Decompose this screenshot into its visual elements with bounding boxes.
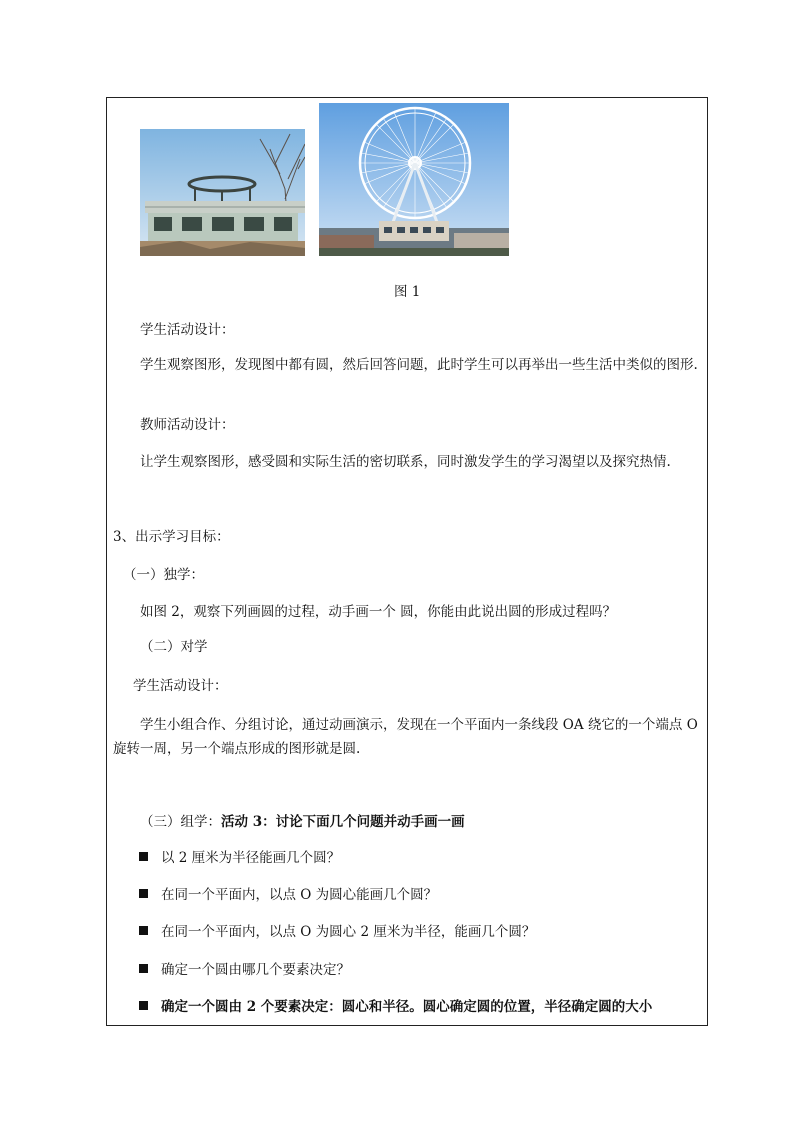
student-activity-text: 学生观察图形，发现图中都有圆，然后回答问题，此时学生可以再举出一些生活中类似的图形. [140,357,698,373]
bullet-icon [139,1001,148,1010]
student-activity-heading: 学生活动设计： [140,322,235,338]
teacher-activity-heading: 教师活动设计： [140,417,235,433]
teacher-activity-text: 让学生观察图形，感受圆和实际生活的密切联系，同时激发学生的学习渴望以及探究热情. [140,454,671,470]
list-item: 确定一个圆由 2 个要素决定：圆心和半径。圆心确定圆的位置，半径确定圆的大小 [139,997,652,1017]
building-with-ring-photo [140,129,305,256]
list-item: 在同一个平面内，以点 O 为圆心 2 厘米为半径，能画几个圆？ [139,922,535,942]
ferris-wheel-photo [319,103,509,256]
bullet-icon [139,964,148,973]
zuxue-prefix: （三）组学： [140,814,221,830]
zuxue-line [140,812,465,832]
duxue-text: 如图 2，观察下列画圆的过程，动手画一个 圆，你能由此说出圆的形成过程吗？ [140,604,617,620]
student-activity-heading-2: 学生活动设计： [133,678,228,694]
figure-caption: 图 1 [394,284,421,300]
zuxue-activity: 活动 3：讨论下面几个问题并动手画一画 [221,814,465,830]
bullet-icon [139,889,148,898]
duxue-heading: （一）独学： [123,567,204,583]
list-item: 以 2 厘米为半径能画几个圆？ [139,848,340,868]
bullet-icon [139,926,148,935]
list-item: 在同一个平面内，以点 O 为圆心能画几个圆？ [139,885,437,905]
section3-heading: 3、出示学习目标： [113,529,230,545]
list-item: 确定一个圆由哪几个要素决定？ [139,960,350,980]
bullet-icon [139,852,148,861]
duixue-heading: （二）对学 [140,639,208,655]
student-activity-text-2: 学生小组合作、分组讨论，通过动画演示，发现在一个平面内一条线段 OA 绕它的一个端点 O 旋转一周，另一个端点形成的图形就是圆. [113,717,698,757]
